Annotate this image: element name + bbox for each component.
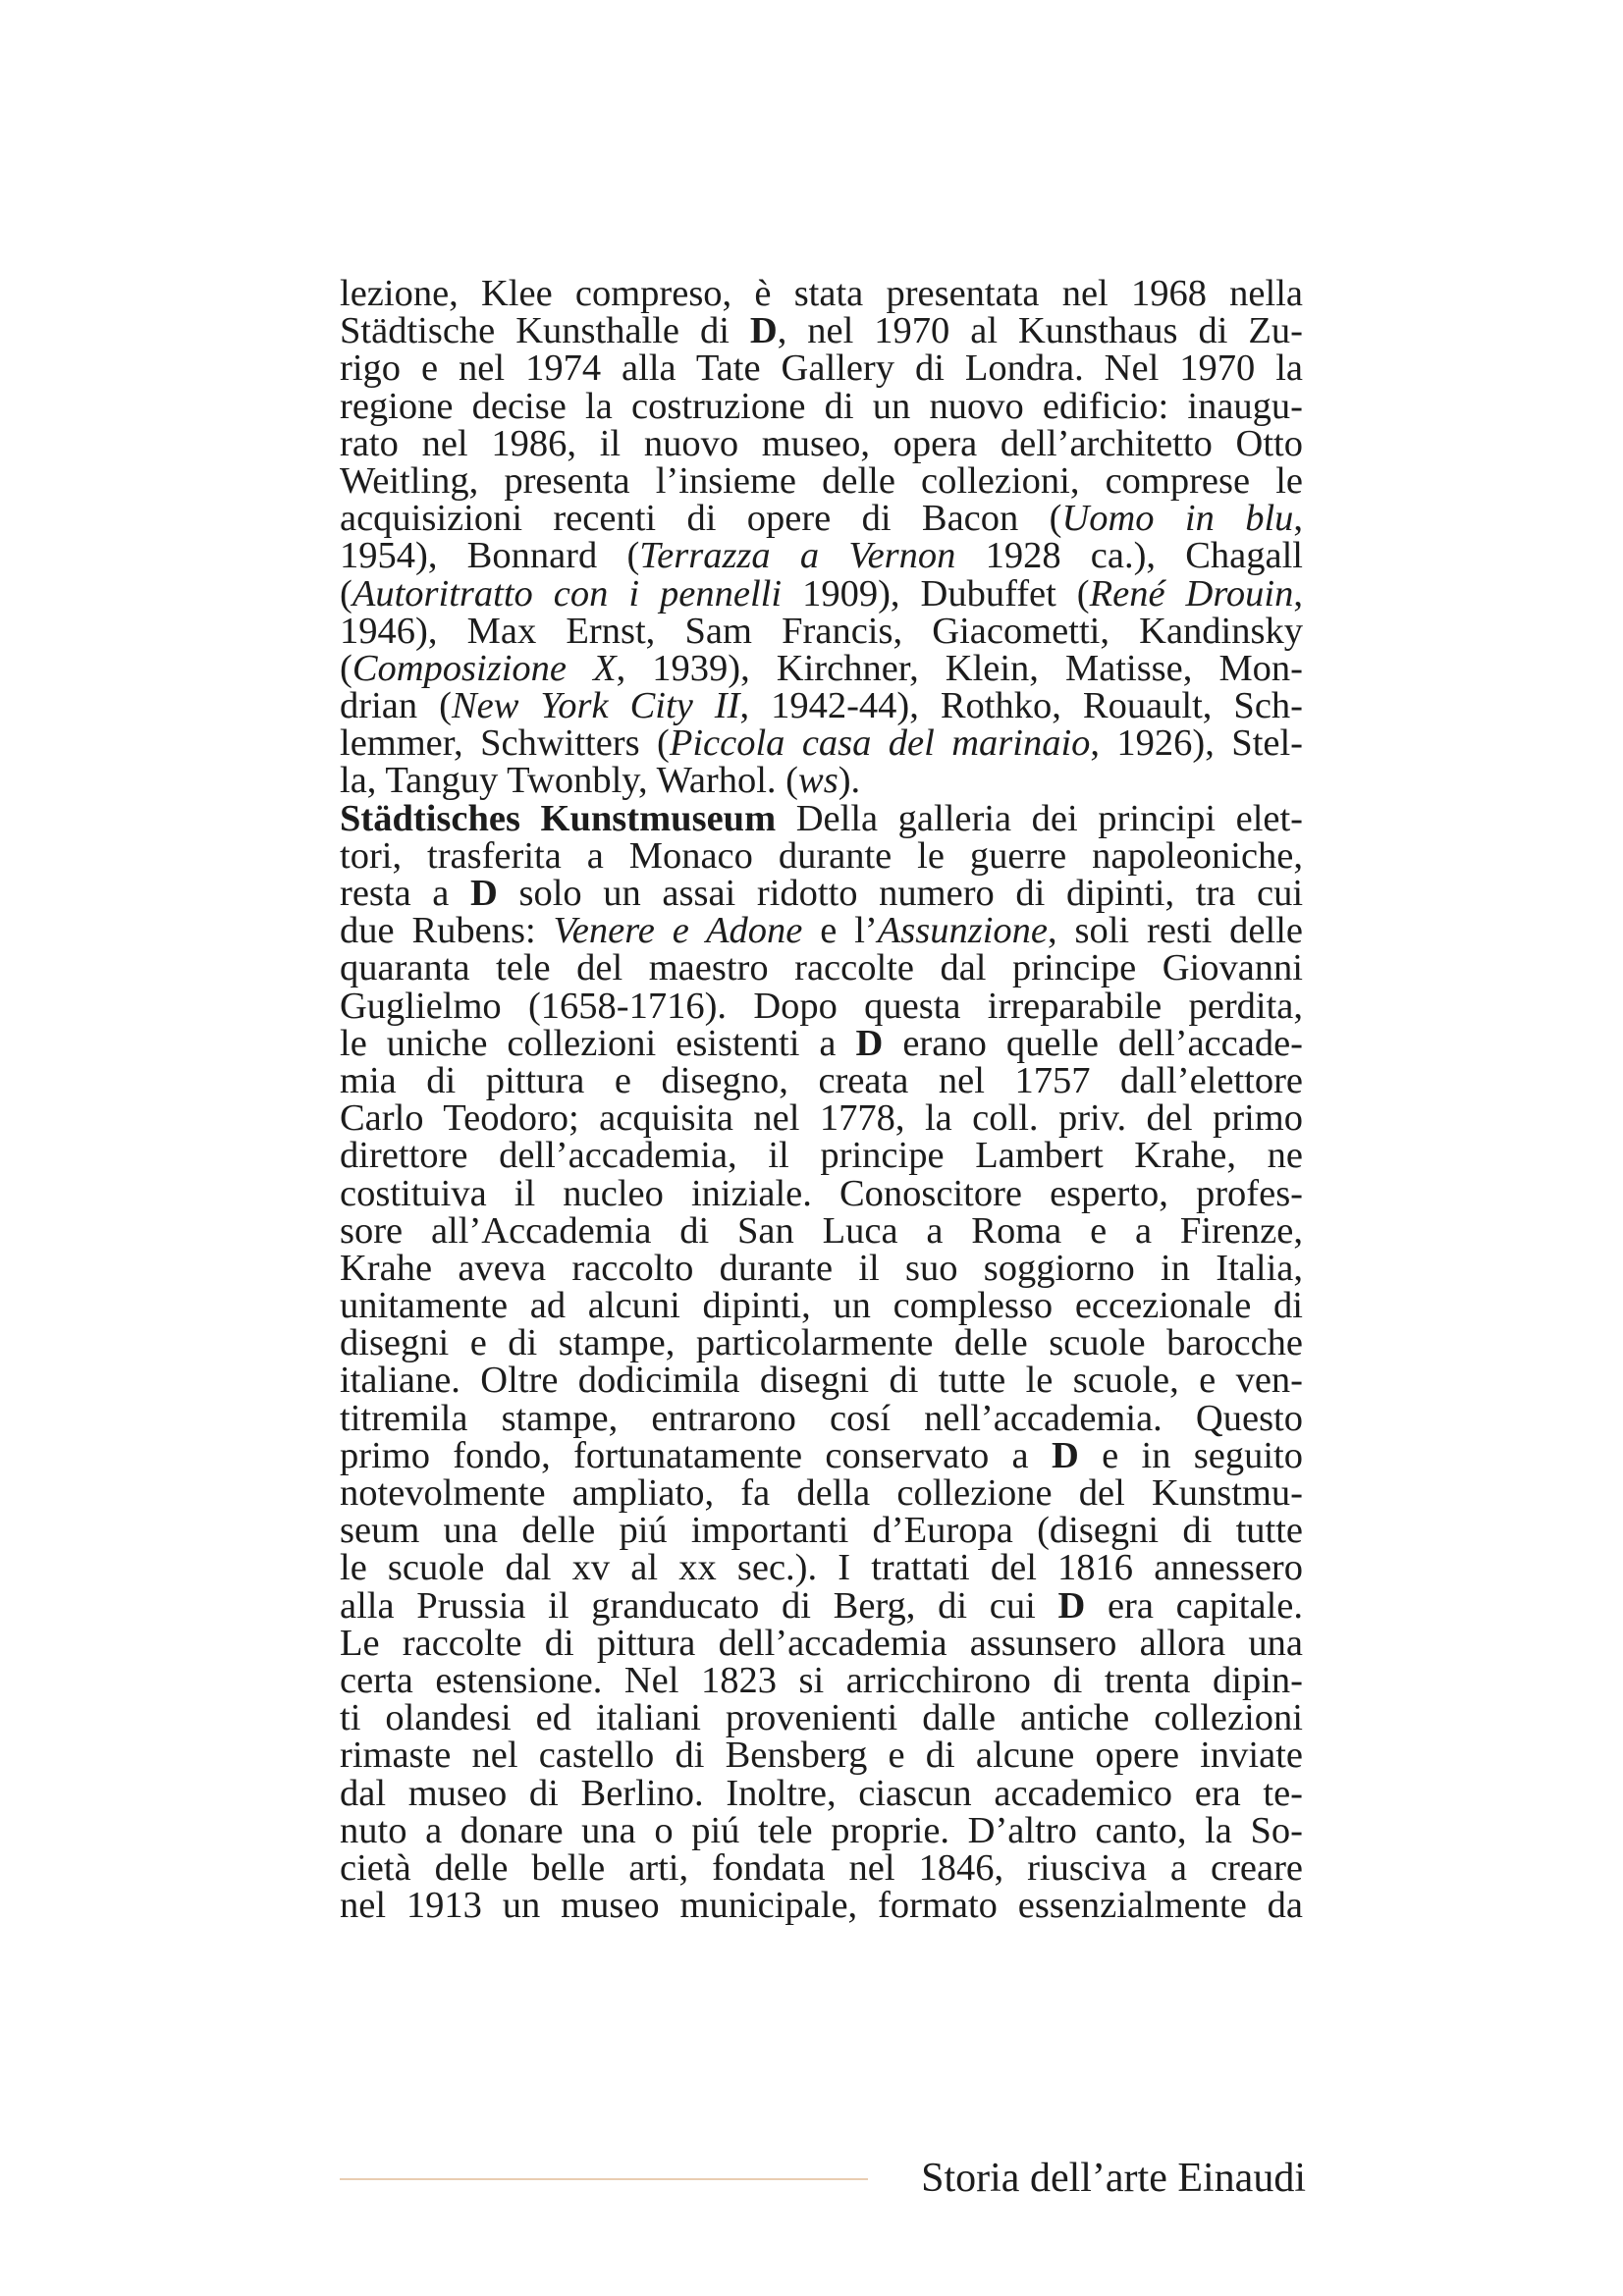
text-run: due Rubens: xyxy=(340,910,554,952)
text-run: ( xyxy=(340,647,352,689)
text-run: rigo e nel 1974 alla Tate Gallery di Londra. Nel 1970 la xyxy=(340,347,1303,390)
text-line xyxy=(340,949,1303,987)
text-run: cietà delle belle arti, fondata nel 1846, riusciva a creare xyxy=(340,1846,1303,1889)
text-line xyxy=(340,985,1303,1027)
bold-text: D xyxy=(470,873,498,914)
footer-title: Storia dell’arte Einaudi xyxy=(921,2156,1306,2201)
text-run: erano quelle dell’accade- xyxy=(883,1022,1303,1064)
text-line xyxy=(340,310,1303,352)
text-line xyxy=(340,1135,1303,1177)
text-line xyxy=(340,685,1304,727)
text-run: , xyxy=(1293,572,1303,614)
text-run: dal museo di Berlino. Inoltre, ciascun accademico era te- xyxy=(340,1772,1303,1814)
text-line xyxy=(340,875,1303,912)
text-line xyxy=(340,722,1303,765)
text-line xyxy=(340,1247,1303,1289)
text-run: , 1939), Kirchner, Klein, Matisse, Mon- xyxy=(616,647,1303,689)
text-run: quaranta tele del maestro raccolte dal principe Giovanni xyxy=(340,947,1303,989)
text-line xyxy=(340,1735,1303,1777)
text-run: disegni e di stampe, particolarmente delle scuole barocche xyxy=(340,1322,1303,1364)
bold-text: Städtisches Kunstmuseum xyxy=(340,797,777,839)
text-run: era capitale. xyxy=(1085,1584,1303,1627)
text-line xyxy=(340,422,1303,464)
text-run: e in seguito xyxy=(1078,1434,1304,1476)
text-run: sore all’Accademia di San Luca a Roma e a Firenze, xyxy=(340,1209,1303,1252)
text-run: , 1926), Stel- xyxy=(1090,722,1303,765)
text-run: Della galleria dei principi elet- xyxy=(776,797,1303,839)
text-run: le scuole dal xv al xx sec.). I trattati del 1816 annessero xyxy=(340,1547,1303,1589)
text-line xyxy=(340,1622,1303,1664)
text-line xyxy=(340,797,1303,839)
text-run: tori, trasferita a Monaco durante le guerre napoleoniche, xyxy=(340,834,1303,877)
text-run: solo un assai ridotto numero di dipinti, tra cui xyxy=(497,873,1304,914)
text-line xyxy=(340,459,1303,502)
text-line xyxy=(340,498,1304,540)
footer-rule xyxy=(340,2178,868,2180)
italic-text: ws xyxy=(798,760,839,802)
text-line xyxy=(340,275,1303,312)
text-run: mia di pittura e disegno, creata nel 1757 dall’elettore xyxy=(340,1059,1303,1101)
text-line xyxy=(340,1285,1303,1327)
text-line xyxy=(340,910,1303,952)
text-run: nuto a donare una o piú tele proprie. D’altro canto, la So- xyxy=(340,1809,1303,1851)
italic-text: Venere e Adone xyxy=(553,910,803,952)
body-text xyxy=(340,273,1304,1927)
text-line xyxy=(340,760,1303,802)
text-run: italiane. Oltre dodicimila disegni di tutte le scuole, e ven- xyxy=(340,1360,1303,1402)
text-run: Le raccolte di pittura dell’accademia assunsero allora una xyxy=(340,1622,1303,1664)
text-line xyxy=(340,1846,1303,1889)
text-line xyxy=(340,1397,1303,1439)
text-run: regione decise la costruzione di un nuovo edificio: inaugu- xyxy=(340,385,1303,427)
text-line xyxy=(340,347,1303,390)
text-run: nel 1913 un museo municipale, formato essenzialmente da xyxy=(340,1885,1303,1927)
text-run: costituiva il nucleo iniziale. Conoscitore esperto, profes- xyxy=(340,1172,1303,1214)
text-run: Städtische Kunsthalle di xyxy=(340,310,750,352)
text-line xyxy=(340,535,1303,577)
text-run: , xyxy=(1293,498,1304,540)
text-run: la, Tanguy Twonbly, Warhol. ( xyxy=(340,760,799,802)
text-line xyxy=(340,1360,1303,1402)
text-run: unitamente ad alcuni dipinti, un complesso eccezionale di xyxy=(340,1285,1303,1327)
bold-text: D xyxy=(1057,1584,1086,1627)
italic-text: Uomo in blu xyxy=(1061,498,1294,540)
text-run: primo fondo, fortunatamente conservato a xyxy=(340,1434,1052,1476)
text-line xyxy=(340,1209,1303,1252)
text-run: e l’ xyxy=(802,910,878,952)
text-line xyxy=(340,1172,1303,1214)
text-run: 1954), Bonnard ( xyxy=(340,535,640,577)
text-line xyxy=(340,1584,1303,1627)
text-run: lezione, Klee compreso, è stata presentata nel 1968 nella xyxy=(340,273,1303,314)
text-line xyxy=(340,1697,1303,1739)
text-run: Weitling, presenta l’insieme delle collezioni, comprese le xyxy=(340,459,1303,502)
text-run: 1928 ca.), Chagall xyxy=(955,535,1303,577)
italic-text: New York City II xyxy=(451,685,740,727)
italic-text: Terrazza a Vernon xyxy=(639,535,956,577)
text-line xyxy=(340,1659,1303,1701)
bold-text: D xyxy=(855,1022,884,1064)
italic-text: Autoritratto con i pennelli xyxy=(352,572,783,614)
text-line xyxy=(340,1809,1303,1851)
text-run: Krahe aveva raccolto durante il suo soggiorno in Italia, xyxy=(340,1247,1303,1289)
text-line xyxy=(340,1059,1303,1101)
italic-text: Piccola casa del marinaio xyxy=(669,722,1091,765)
text-run: 1946), Max Ernst, Sam Francis, Giacometti, Kandinsky xyxy=(340,610,1303,652)
text-line xyxy=(340,1772,1303,1814)
text-run: ( xyxy=(340,572,352,614)
text-run: drian ( xyxy=(340,685,452,727)
text-line xyxy=(340,385,1303,427)
text-run: lemmer, Schwitters ( xyxy=(340,722,670,765)
text-line xyxy=(340,610,1303,652)
text-run: seum una delle piú importanti d’Europa (disegni di tutte xyxy=(340,1510,1303,1552)
text-run: , soli resti delle xyxy=(1048,910,1303,952)
text-line xyxy=(340,1510,1303,1552)
text-line xyxy=(340,1097,1303,1140)
text-line xyxy=(340,647,1303,689)
text-run: notevolmente ampliato, fa della collezione del Kunstmu- xyxy=(340,1472,1303,1514)
text-run: rato nel 1986, il nuovo museo, opera dell’architetto Otto xyxy=(340,422,1303,464)
text-run: ). xyxy=(838,760,861,802)
text-run: alla Prussia il granducato di Berg, di cui xyxy=(340,1584,1058,1627)
italic-text: René Drouin xyxy=(1089,572,1294,614)
italic-text: Assunzione xyxy=(877,910,1048,952)
bold-text: D xyxy=(1051,1434,1079,1476)
text-line xyxy=(340,1885,1303,1927)
bold-text: D xyxy=(749,310,778,352)
text-run: Carlo Teodoro; acquisita nel 1778, la coll. priv. del primo xyxy=(340,1097,1303,1140)
text-run: certa estensione. Nel 1823 si arricchirono di trenta dipin- xyxy=(340,1659,1303,1701)
text-line xyxy=(340,572,1303,614)
text-run: Guglielmo (1658-1716). Dopo questa irreparabile perdita, xyxy=(340,985,1303,1027)
text-run: direttore dell’accademia, il principe Lambert Krahe, ne xyxy=(340,1135,1303,1177)
text-line xyxy=(340,1022,1303,1064)
text-run: rimaste nel castello di Bensberg e di alcune opere inviate xyxy=(340,1735,1303,1777)
text-run: , 1942-44), Rothko, Rouault, Sch- xyxy=(739,685,1304,727)
text-run: resta a xyxy=(340,873,471,914)
text-line xyxy=(340,1434,1304,1476)
italic-text: Composizione X xyxy=(352,647,617,689)
text-line xyxy=(340,1474,1303,1512)
text-line xyxy=(340,1324,1303,1362)
text-run: le uniche collezioni esistenti a xyxy=(340,1022,856,1064)
text-line xyxy=(340,834,1303,877)
text-line xyxy=(340,1547,1303,1589)
text-run: titremila stampe, entrarono cosí nell’accademia. Questo xyxy=(340,1397,1303,1439)
text-run: , nel 1970 al Kunsthaus di Zu- xyxy=(777,310,1303,352)
text-run: acquisizioni recenti di opere di Bacon ( xyxy=(340,498,1062,540)
text-run: 1909), Dubuffet ( xyxy=(782,572,1090,614)
text-run: ti olandesi ed italiani provenienti dalle antiche collezioni xyxy=(340,1697,1303,1739)
